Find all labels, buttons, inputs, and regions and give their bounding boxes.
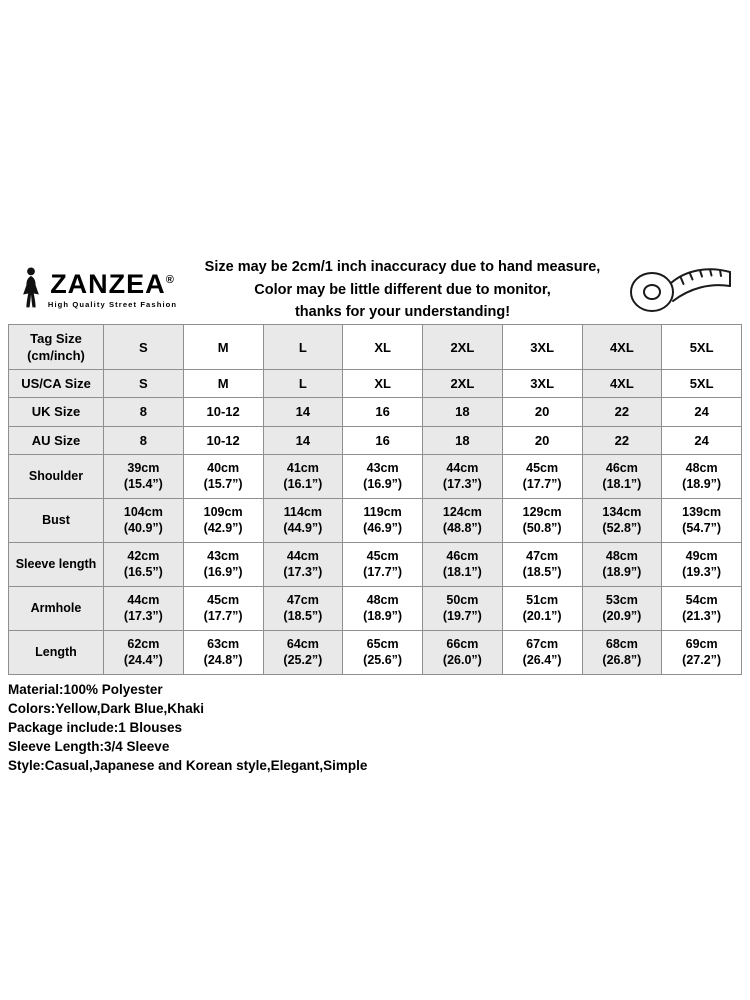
table-cell: 63cm (24.8”) bbox=[183, 630, 263, 674]
size-table bbox=[8, 324, 742, 675]
table-cell: M bbox=[183, 325, 263, 370]
table-cell: 46cm (18.1”) bbox=[423, 542, 503, 586]
row-label: Length bbox=[9, 630, 104, 674]
table-cell: 40cm (15.7”) bbox=[183, 454, 263, 498]
table-cell: 5XL bbox=[662, 370, 742, 398]
table-cell: 50cm (19.7”) bbox=[423, 586, 503, 630]
table-row bbox=[9, 542, 742, 586]
row-label: Bust bbox=[9, 498, 104, 542]
table-cell: 14 bbox=[263, 426, 343, 454]
table-cell: 4XL bbox=[582, 370, 662, 398]
table-cell: 16 bbox=[343, 426, 423, 454]
disclaimer-line: Size may be 2cm/1 inch inaccuracy due to hand measure, bbox=[204, 259, 601, 276]
table-cell: 49cm (19.3”) bbox=[662, 542, 742, 586]
measuring-tape-icon bbox=[617, 259, 742, 321]
table-cell: S bbox=[104, 370, 184, 398]
table-cell: 139cm (54.7”) bbox=[662, 498, 742, 542]
table-cell: 8 bbox=[104, 426, 184, 454]
table-cell: 48cm (18.9”) bbox=[582, 542, 662, 586]
size-disclaimer bbox=[188, 256, 617, 323]
table-cell: 43cm (16.9”) bbox=[343, 454, 423, 498]
table-cell: 134cm (52.8”) bbox=[582, 498, 662, 542]
table-cell: 20 bbox=[502, 398, 582, 426]
row-label: Sleeve length bbox=[9, 542, 104, 586]
table-cell: 10-12 bbox=[183, 398, 263, 426]
table-cell: 47cm (18.5”) bbox=[263, 586, 343, 630]
table-cell: XL bbox=[343, 325, 423, 370]
table-cell: 124cm (48.8”) bbox=[423, 498, 503, 542]
table-row bbox=[9, 370, 742, 398]
table-cell: 24 bbox=[662, 398, 742, 426]
chart-content bbox=[8, 257, 742, 776]
row-label: Shoulder bbox=[9, 454, 104, 498]
table-row bbox=[9, 398, 742, 426]
table-cell: 129cm (50.8”) bbox=[502, 498, 582, 542]
table-cell: 10-12 bbox=[183, 426, 263, 454]
table-cell: 43cm (16.9”) bbox=[183, 542, 263, 586]
table-cell: 4XL bbox=[582, 325, 662, 370]
brand-text-block bbox=[48, 271, 177, 309]
table-cell: 64cm (25.2”) bbox=[263, 630, 343, 674]
disclaimer-line: Color may be little different due to monitor, bbox=[254, 281, 551, 298]
table-cell: 41cm (16.1”) bbox=[263, 454, 343, 498]
table-cell: L bbox=[263, 325, 343, 370]
header-band bbox=[8, 257, 742, 323]
table-row bbox=[9, 426, 742, 454]
table-cell: 16 bbox=[343, 398, 423, 426]
table-cell: 46cm (18.1”) bbox=[582, 454, 662, 498]
table-row bbox=[9, 325, 742, 370]
brand-name: ZANZEA® bbox=[50, 269, 175, 299]
table-cell: 68cm (26.8”) bbox=[582, 630, 662, 674]
table-cell: 5XL bbox=[662, 325, 742, 370]
row-label: AU Size bbox=[9, 426, 104, 454]
details-list bbox=[8, 680, 742, 776]
table-cell: 114cm (44.9”) bbox=[263, 498, 343, 542]
table-cell: 44cm (17.3”) bbox=[423, 454, 503, 498]
row-label: Tag Size (cm/inch) bbox=[9, 325, 104, 370]
table-cell: 45cm (17.7”) bbox=[183, 586, 263, 630]
table-row bbox=[9, 498, 742, 542]
table-row bbox=[9, 586, 742, 630]
row-label: US/CA Size bbox=[9, 370, 104, 398]
table-cell: 18 bbox=[423, 426, 503, 454]
table-cell: XL bbox=[343, 370, 423, 398]
table-cell: 44cm (17.3”) bbox=[104, 586, 184, 630]
table-cell: L bbox=[263, 370, 343, 398]
table-cell: 48cm (18.9”) bbox=[662, 454, 742, 498]
brand-tagline: High Quality Street Fashion bbox=[47, 300, 178, 309]
table-row bbox=[9, 630, 742, 674]
table-cell: 2XL bbox=[423, 325, 503, 370]
table-cell: 22 bbox=[582, 426, 662, 454]
table-cell: 8 bbox=[104, 398, 184, 426]
table-cell: 45cm (17.7”) bbox=[502, 454, 582, 498]
table-cell: 66cm (26.0”) bbox=[423, 630, 503, 674]
table-cell: 3XL bbox=[502, 325, 582, 370]
table-cell: 44cm (17.3”) bbox=[263, 542, 343, 586]
table-cell: 18 bbox=[423, 398, 503, 426]
table-cell: 39cm (15.4”) bbox=[104, 454, 184, 498]
detail-line: Colors:Yellow,Dark Blue,Khaki bbox=[8, 700, 205, 716]
table-cell: 65cm (25.6”) bbox=[343, 630, 423, 674]
size-table-body bbox=[9, 325, 742, 675]
detail-line: Material:100% Polyester bbox=[8, 681, 163, 697]
table-cell: M bbox=[183, 370, 263, 398]
table-row bbox=[9, 454, 742, 498]
detail-line: Package include:1 Blouses bbox=[8, 720, 183, 736]
table-cell: 69cm (27.2”) bbox=[662, 630, 742, 674]
table-cell: 51cm (20.1”) bbox=[502, 586, 582, 630]
table-cell: 42cm (16.5”) bbox=[104, 542, 184, 586]
table-cell: 14 bbox=[263, 398, 343, 426]
woman-silhouette-icon bbox=[19, 265, 43, 316]
registered-mark: ® bbox=[165, 274, 175, 286]
disclaimer-line: thanks for your understanding! bbox=[294, 304, 511, 321]
table-cell: 3XL bbox=[502, 370, 582, 398]
row-label: Armhole bbox=[9, 586, 104, 630]
table-cell: 20 bbox=[502, 426, 582, 454]
table-cell: 54cm (21.3”) bbox=[662, 586, 742, 630]
detail-line: Style:Casual,Japanese and Korean style,Elegant,Simple bbox=[8, 758, 368, 774]
table-cell: 104cm (40.9”) bbox=[104, 498, 184, 542]
table-cell: 119cm (46.9”) bbox=[343, 498, 423, 542]
table-cell: 22 bbox=[582, 398, 662, 426]
table-cell: 2XL bbox=[423, 370, 503, 398]
table-cell: 62cm (24.4”) bbox=[104, 630, 184, 674]
table-cell: 67cm (26.4”) bbox=[502, 630, 582, 674]
table-cell: 24 bbox=[662, 426, 742, 454]
table-cell: 48cm (18.9”) bbox=[343, 586, 423, 630]
table-cell: 53cm (20.9”) bbox=[582, 586, 662, 630]
table-cell: 109cm (42.9”) bbox=[183, 498, 263, 542]
detail-line: Sleeve Length:3/4 Sleeve bbox=[8, 739, 170, 755]
table-cell: 45cm (17.7”) bbox=[343, 542, 423, 586]
table-cell: 47cm (18.5”) bbox=[502, 542, 582, 586]
brand-logo bbox=[8, 265, 188, 316]
table-cell: S bbox=[104, 325, 184, 370]
row-label: UK Size bbox=[9, 398, 104, 426]
